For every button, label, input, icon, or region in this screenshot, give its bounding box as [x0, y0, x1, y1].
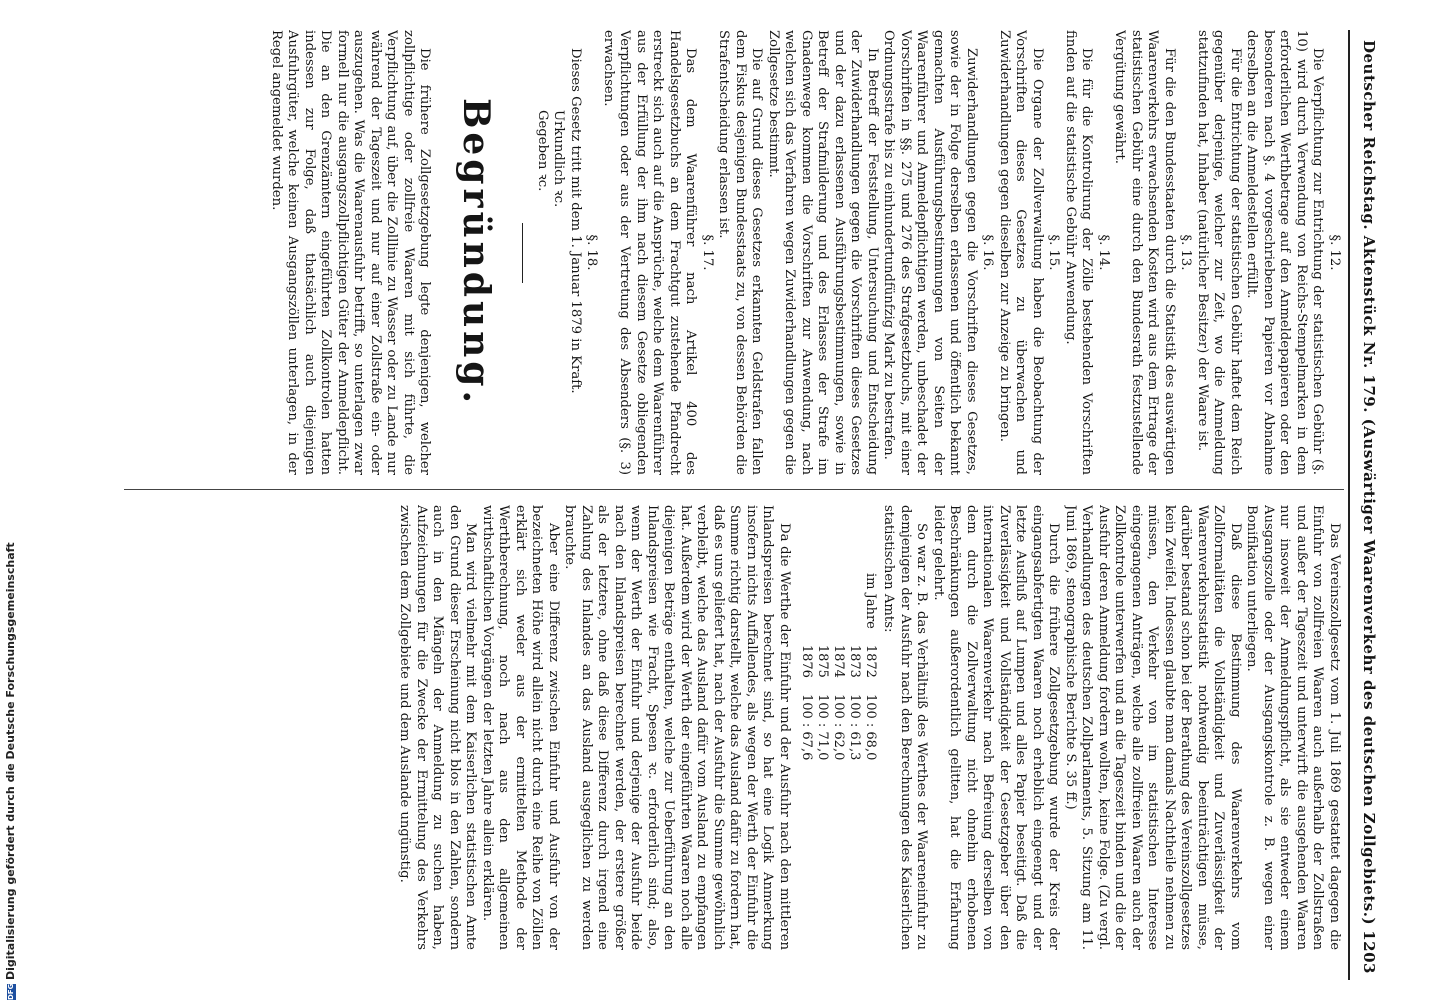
right-paragraph-4: So war z. B. das Verhältniß des Werthes der Waareneinfuhr zu demjenigen der Ausfuhr nach den Berechnungen des Kaiserlichen statistischen Amts:: [881, 505, 930, 950]
column-divider: [124, 489, 1344, 490]
ratio-year: 1873: [847, 644, 862, 678]
right-paragraph-7: Man wird vielmehr mit dem Kaiserlichen statistischen Amte den Grund dieser Erscheinung nicht blos in den Zahlen, sondern auch in den Mängeln der Anmeldung zu suchen haben, Aufzeichnungen für die Zwecke der Ermittelung des Verkehrs zwischen dem Zollgebiete und dem Auslande ungünstig.: [397, 505, 479, 950]
closing-line-1: Urkundlich ꝛc.: [551, 110, 567, 208]
page-number: 1203: [1360, 930, 1378, 974]
right-paragraph-5: Da die Werthe der Einfuhr und der Ausfuhr nach den mittleren Inlandspreisen berechnet sind, so hat eine Logik Anmerkung insofern nichts Auffallendes, als wegen der Werth der Einfuhr die Summe richtig darstellt, welche das Ausland dafür zu fordern hat, daß es uns geliefert hat, nach der Ausfuhr die Summe gewöhnlich verbleibt, welche das Ausland dafür vom Ausland zu empfangen hat. Außerdem wird der Werth der eingeführten Waaren noch alle diejenigen Beträge enthalten, welche zur Ueberführung an den Inlandspreisen wie Fracht, Spesen ꝛc. erforderlich sind; also, wenn der Werth der Einfuhr und derjenige der Ausfuhr beide nach den Inlandspreisen berechnet werden, der erstere größer als der letztere, ohne daß diese Differenz durch irgend eine Zahlung des Inlandes an das Ausland ausgeglichen zu werden brauchte.: [562, 505, 792, 950]
right-paragraph-1: Das Vereinszollgesetz vom 1. Juli 1869 gestattet dagegen die Einfuhr von zollfreien Waaren auch außerhalb der Zollstraßen und außer der Tageszeit und unterwirft die ausgehenden Waaren nur insoweit der Anmeldungspflicht, als sie entweder einem Ausgangszolle oder der Ausgangskontrole z. B. wegen einer Bonifikation unterliegen.: [1244, 505, 1342, 950]
ratio-value: 100 : 62,0: [831, 693, 846, 761]
ratio-year: 1874: [831, 644, 846, 678]
right-paragraph-2: Daß diese Bestimmung des Waarenverkehrs vom Zollformalitäten die Vollständigkeit und Zuverlässigkeit der Waarenverkehrsstatistik nothwendig beeinträchtigen müsse, darüber bestand schon bei der Berathung des Vereinszollgesetzes kein Zweifel. Indessen glaubte man damals Nachtheile nehmen zu müssen, den Verkehr von im statistischen Interesse eingegangenen Anträgen, welche alle zollfreien Waaren auch der Zollkontrole unterwerfen und an die Tageszeit binden und die der Ausfuhr deren Anmeldung fordern wollten, keine Folge. (Zu vergl. Verhandlungen des deutschen Zollparlaments, 5. Sitzung am 11. Juni 1869, stenographische Berichte S. 35 ff.): [1063, 505, 1243, 950]
section-16-text-3: Die auf Grund dieses Gesetzes erkannten Geldstrafen fallen dem Fiskus desjenigen Bundesstaats zu, von dessen Behörden die Strafentscheidung erlassen ist.: [716, 30, 765, 475]
ratio-year: 1876: [799, 644, 814, 678]
section-13-label: §. 13.: [1178, 234, 1194, 271]
begruendung-heading: Begründung.: [455, 97, 498, 408]
ratio-row: [798, 565, 814, 768]
ratio-value: 100 : 61,3: [847, 693, 862, 761]
section-18-text: Dieses Gesetz tritt mit dem 1. Januar 1879 in Kraft.: [568, 48, 583, 394]
running-title: Deutscher Reichstag. Aktenstück Nr. 179. (Auswärtiger Waarenverkehr des deutschen Zollgebiets.): [1360, 40, 1378, 926]
section-17-text: Das dem Waarenführer nach Artikel 400 des Handelsgesetzbuchs an dem Frachtgut zustehende Pfandrecht erstreckt sich auch auf die Ansprüche, welche dem Waarenführer aus der Erfüllung der ihm nach diesem Gesetze obliegenden Verpflichtungen oder aus der Vertretung des Absenders (§. 3) erwachsen.: [601, 30, 699, 475]
right-paragraph-6: Aber eine Differenz zwischen Einfuhr und Ausfuhr von der bezeichneten Höhe wird allein nicht durch eine Reihe von Zöllen erklärt sich weder aus der ermittelten Methode der Werthberechnung, noch nach aus den allgemeinen wirthschaftlichen Vorgängen der letzten Jahre allein erklären.: [480, 505, 561, 950]
section-12-label: §. 12.: [1327, 234, 1342, 271]
ratio-row: [830, 565, 846, 768]
section-16-label: §. 16.: [980, 234, 996, 271]
scanned-page: [110, 30, 1380, 980]
header-rule: [1348, 30, 1350, 980]
dfg-logo-icon: DFG: [6, 983, 15, 1000]
ratio-row: [846, 565, 862, 768]
section-14-text: Die für die Kontrolirung der Zölle bestehenden Vorschriften finden auf die statistische Gebühr Anwendung.: [1063, 30, 1095, 475]
section-13-text: Für die den Bundesstaaten durch die Statistik des auswärtigen Waarenverkehrs erwachsenden Kosten wird aus dem Ertrage der statistischen Gebühr eine durch den Bundesrath festzustellende Vergütung gewährt.: [1112, 30, 1177, 475]
section-16-text: Zuwiderhandlungen gegen die Vorschriften dieses Gesetzes, sowie der in Folge derselben erlassenen und öffentlich bekannt gemachten Ausführungsbestimmungen von Seiten der Waarenführer und Anmeldepflichtigen werden, unbeschadet der Vorschriften in §§. 275 und 276 des Strafgesetzbuchs, mit einer Ordnungsstrafe bis zu einhundertundfünfzig Mark zu bestrafen.: [881, 30, 979, 475]
section-12-text: Die Verpflichtung zur Entrichtung der statistischen Gebühr (§. 10) wird durch Verwendung von Reichs-Stempelmarken in dem erforderlichen Werthbetrage auf den Anmeldepapieren oder den besonderen nach §. 4 vorgeschriebenen Papieren vor Abnahme derselben an die Anmeldestellen erfüllt.: [1244, 30, 1326, 475]
section-18-label: §. 18.: [584, 234, 600, 271]
ratio-value: 100 : 68,0: [863, 693, 878, 761]
section-divider: [523, 223, 524, 283]
section-15-text: Die Organe der Zollverwaltung haben die Beobachtung der Vorschriften dieses Gesetzes zu überwachen und Zuwiderhandlungen gegen dieselben zur Anzeige zu bringen.: [997, 30, 1045, 475]
left-column: [132, 30, 1342, 475]
ratio-intro: im Jahre: [863, 573, 878, 629]
section-15-label: §. 15.: [1046, 234, 1062, 271]
digitization-credit: [4, 542, 17, 1000]
closing-line-2: Gegeben ꝛc.: [535, 110, 550, 192]
ratio-year: 1872: [863, 644, 878, 678]
digitization-credit-text: Digitalisierung gefördert durch die Deutsche Forschungsgemeinschaft: [4, 542, 17, 980]
section-14-label: §. 14.: [1096, 234, 1111, 271]
right-paragraph-3: Durch die frühere Zollgesetzgebung wurde der Kreis der eingangsabfertigten Waaren noch erheblich eingeengt und der letzte Ausfluß auf Lumpen und alles Papier beseitigt. Daß die Zuverlässigkeit und Vollständigkeit der Gesetzgeber über den internationalen Waarenverkehr nach Befreiung derselben von dem durch die Zollverwaltung nicht ohnehin erhobenen Beschränkungen außerordentlich gelitten, hat die Erfahrung leider gelehrt.: [931, 505, 1062, 950]
ratio-table: [798, 565, 878, 768]
ratio-intro: [798, 565, 814, 637]
page-header: [1354, 30, 1380, 980]
ratio-intro: [814, 565, 830, 637]
section-17-label: §. 17.: [700, 234, 715, 271]
ratio-row: [814, 565, 830, 768]
right-column: [132, 505, 1342, 950]
ratio-intro: [830, 565, 846, 637]
ratio-table-body: [798, 565, 878, 768]
ratio-value: 100 : 71,0: [815, 693, 830, 761]
section-12-text-2: Für die Entrichtung der statistischen Gebühr haftet dem Reich gegenüber derjenige, welcher zur Zeit, wo die Anmeldung stattzufinden hat, Inhaber (natürlicher Besitzer) der Waare ist.: [1195, 30, 1243, 475]
ratio-value: 100 : 67,6: [799, 693, 814, 761]
begruendung-text: Die frühere Zollgesetzgebung legte denjenigen, welcher zollpflichtige oder zollfreie Waaren mit sich führte, die Verpflichtung auf, über die Zolllinie zu Wasser oder zu Lande nur während der Tageszeit und nur auf einer Zollstraße ein- oder auszugehen. Was die Waarenausfuhr betrifft, so unterlagen zwar formell nur die ausgangszollpflichtigen Güter der Anmeldepflicht. Die an den Grenzämtern eingeführten Zollkontrolen hatten indessen zur Folge, daß thatsächlich auch diejenigen Ausfuhrgüter, welche keinen Ausgangszöllen unterlagen, in der Regel angemeldet wurden.: [269, 30, 433, 475]
ratio-row: [862, 565, 878, 768]
ratio-intro: [846, 565, 862, 637]
ratio-year: 1875: [815, 644, 830, 678]
section-16-text-2: In Betreff der Feststellung, Untersuchung und Entscheidung der Zuwiderhandlungen gegen die Vorschriften dieses Gesetzes und der dazu erlassenen Ausführungsbestimmungen, sowie in Betreff der Strafmilderung und des Erlasses der Strafe im Gnadenwege kommen die Vorschriften zur Anwendung, nach welchen sich das Verfahren wegen Zuwiderhandlungen gegen die Zollgesetze bestimmt.: [766, 30, 880, 475]
